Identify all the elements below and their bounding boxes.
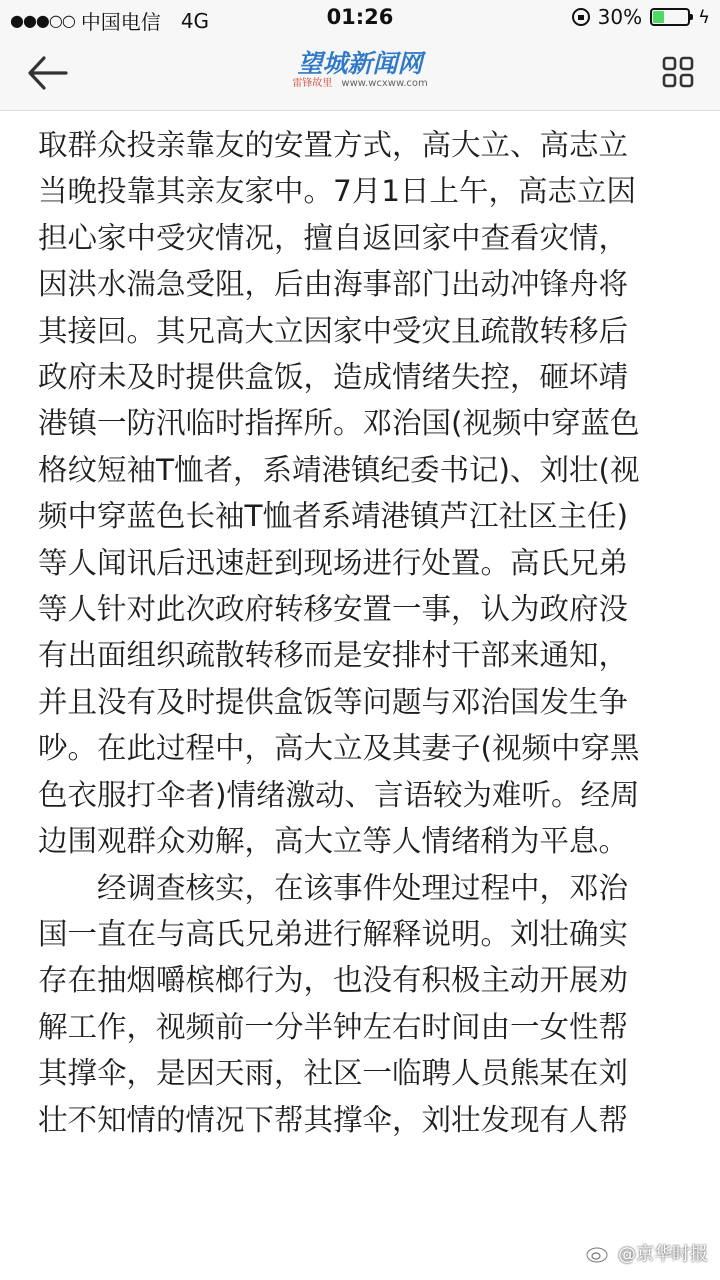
back-button[interactable] bbox=[22, 50, 72, 96]
article-line: 等人闻讯后迅速赶到现场进行处置。高氏兄弟 bbox=[38, 545, 629, 580]
article-line: 其接回。其兄高大立因家中受灾且疏散转移后 bbox=[38, 313, 629, 348]
menu-grid-button[interactable] bbox=[662, 56, 694, 88]
article-line: 经调查核实，在该事件处理过程中，邓治 bbox=[38, 870, 629, 905]
watermark-text: @京华时报 bbox=[618, 1244, 708, 1265]
article-line: 格纹短袖T恤者，系靖港镇纪委书记)、刘壮(视 bbox=[38, 452, 640, 487]
navigation-bar bbox=[0, 36, 720, 111]
battery-percent: 30% bbox=[597, 5, 643, 29]
article-line: 边围观群众劝解，高大立等人情绪稍为平息。 bbox=[38, 824, 629, 859]
status-right bbox=[572, 5, 710, 29]
article-line: 并且没有及时提供盒饭等问题与邓治国发生争 bbox=[38, 684, 629, 719]
article-line: 壮不知情的情况下帮其撑伞，刘壮发现有人帮 bbox=[38, 1102, 629, 1137]
carrier-name: 中国电信 bbox=[80, 10, 161, 34]
article-line: 当晚投靠其亲友家中。7月1日上午，高志立因 bbox=[38, 174, 637, 209]
grid-icon bbox=[662, 56, 694, 88]
article-line: 有出面组织疏散转移而是安排村干部来通知， bbox=[38, 638, 629, 673]
article-body bbox=[38, 122, 688, 1143]
charging-icon: ϟ bbox=[698, 6, 710, 28]
battery-icon bbox=[650, 8, 690, 26]
article-line: 政府未及时提供盒饭，造成情绪失控，砸坏靖 bbox=[38, 360, 629, 395]
article-line: 吵。在此过程中，高大立及其妻子(视频中穿黑 bbox=[38, 731, 640, 766]
weibo-icon bbox=[586, 1242, 612, 1264]
article-line: 其撑伞，是因天雨，社区一临聘人员熊某在刘 bbox=[38, 1056, 629, 1091]
article-line: 等人针对此次政府转移安置一事，认为政府没 bbox=[38, 592, 629, 627]
article-line: 担心家中受灾情况，擅自返回家中查看灾情， bbox=[38, 220, 629, 255]
article-line: 取群众投亲靠友的安置方式，高大立、高志立 bbox=[38, 128, 629, 162]
article-line: 存在抽烟嚼槟榔行为，也没有积极主动开展劝 bbox=[38, 963, 629, 998]
article-line: 因洪水湍急受阻，后由海事部门出动冲锋舟将 bbox=[38, 267, 629, 302]
back-arrow-icon bbox=[22, 50, 72, 96]
battery-level-fill bbox=[653, 11, 664, 23]
site-logo bbox=[270, 50, 450, 98]
article-line: 港镇一防汛临时指挥所。邓治国(视频中穿蓝色 bbox=[38, 406, 640, 441]
network-type: 4G bbox=[180, 8, 210, 33]
logo-url: www.wcxww.com bbox=[341, 78, 428, 89]
article-line: 解工作，视频前一分半钟左右时间由一女性帮 bbox=[38, 1009, 629, 1044]
logo-title: 望城新闻网 bbox=[297, 49, 423, 78]
signal-strength-icon: ●●●○○ bbox=[10, 11, 75, 30]
status-time: 01:26 bbox=[326, 5, 394, 29]
watermark bbox=[586, 1240, 708, 1266]
rotation-lock-icon bbox=[572, 8, 590, 26]
article-line: 国一直在与高氏兄弟进行解释说明。刘壮确实 bbox=[38, 916, 629, 951]
article-line: 色衣服打伞者)情绪激动、言语较为难听。经周 bbox=[38, 777, 640, 812]
logo-tagline: 雷锋故里 bbox=[292, 78, 333, 89]
article-line: 频中穿蓝色长袖T恤者系靖港镇芦江社区主任) bbox=[38, 499, 629, 534]
logo-subline bbox=[270, 78, 450, 90]
status-bar bbox=[0, 0, 720, 36]
